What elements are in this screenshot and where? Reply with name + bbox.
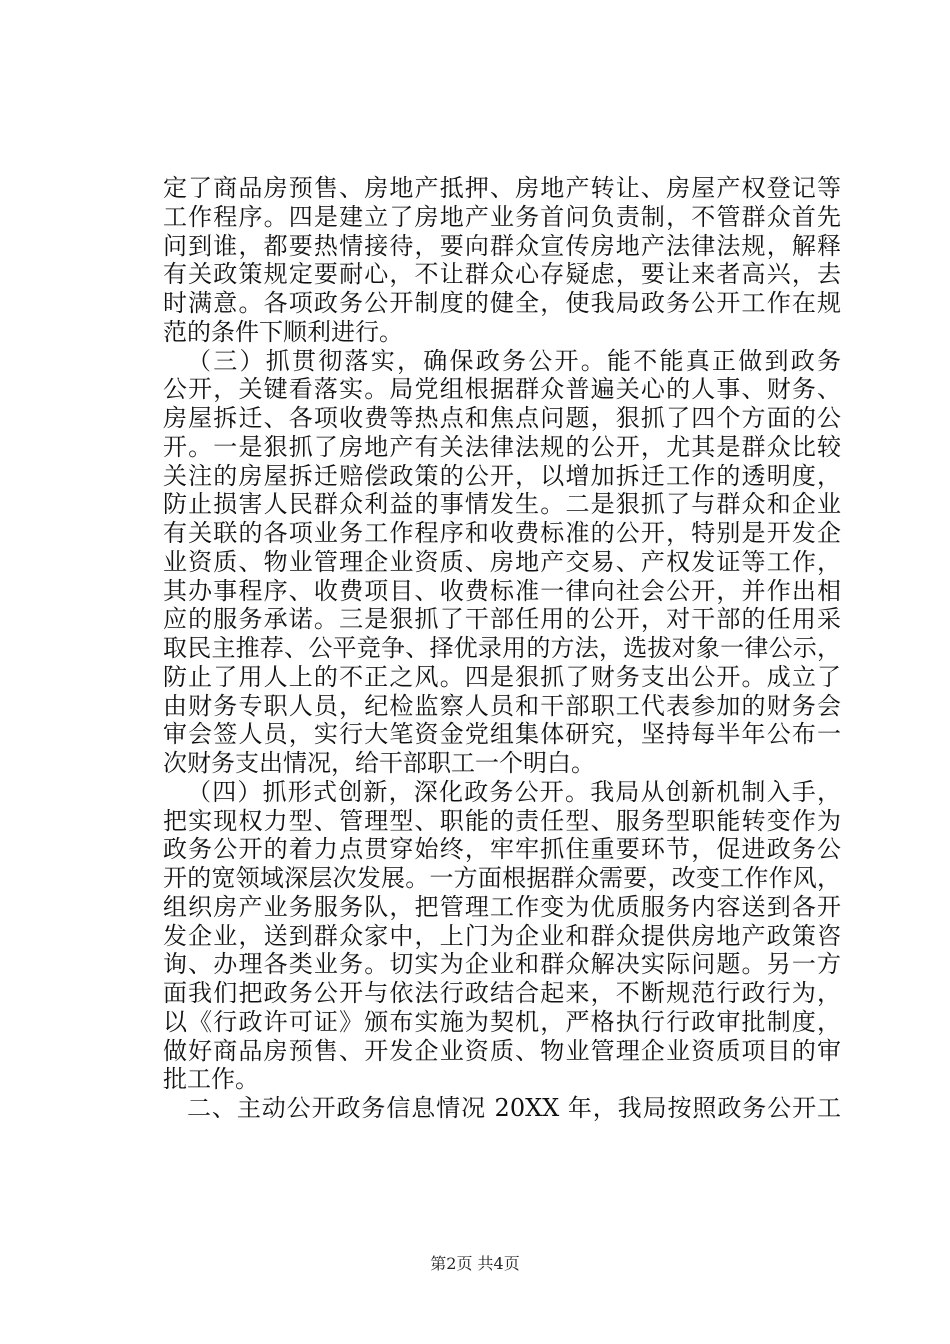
text-line: 问到谁，都要热情接待，要向群众宣传房地产法律法规，解释 (163, 231, 841, 260)
text-line: 取民主推荐、公平竞争、择优录用的方法，选拔对象一律公示， (163, 634, 841, 662)
text-line: 有关政策规定要耐心，不让群众心存疑虑，要让来者高兴，去 (163, 260, 841, 289)
text-line: 做好商品房预售、开发企业资质、物业管理企业资质项目的审 (163, 1036, 841, 1065)
text-line: 发企业，送到群众家中，上门为企业和群众提供房地产政策咨 (163, 921, 841, 950)
text-line: 开。一是狠抓了房地产有关法律法规的公开，尤其是群众比较 (163, 432, 841, 461)
text-line: 应的服务承诺。三是狠抓了干部任用的公开，对干部的任用采 (163, 605, 841, 634)
text-line: 其办事程序、收费项目、收费标准一律向社会公开，并作出相 (163, 576, 841, 605)
text-line: 以《行政许可证》颁布实施为契机，严格执行行政审批制度， (163, 1007, 841, 1036)
section-heading-line: 二、主动公开政务信息情况 20XX 年，我局按照政务公开工 (187, 1094, 841, 1122)
text-line: 面我们把政务公开与依法行政结合起来，不断规范行政行为， (163, 979, 841, 1007)
text-line: 公开，关键看落实。局党组根据群众普遍关心的人事、财务、 (163, 375, 841, 404)
text-line: 次财务支出情况，给干部职工一个明白。 (163, 749, 595, 777)
page-number-footer: 第2页 共4页 (430, 1254, 520, 1273)
text-line: 把实现权力型、管理型、职能的责任型、服务型职能转变作为 (163, 806, 841, 835)
text-line: 询、办理各类业务。切实为企业和群众解决实际问题。另一方 (163, 950, 841, 979)
paragraph-start-line: （四）抓形式创新，深化政务公开。我局从创新机制入手， (187, 777, 841, 806)
text-line: 工作程序。四是建立了房地产业务首问负责制，不管群众首先 (163, 202, 841, 231)
text-line: 由财务专职人员，纪检监察人员和干部职工代表参加的财务会 (163, 691, 841, 720)
text-line: 防止损害人民群众利益的事情发生。二是狠抓了与群众和企业 (163, 490, 841, 519)
text-line: 关注的房屋拆迁赔偿政策的公开，以增加拆迁工作的透明度， (163, 461, 841, 490)
text-line: 时满意。各项政务公开制度的健全，使我局政务公开工作在规 (163, 289, 841, 317)
text-line: 定了商品房预售、房地产抵押、房地产转让、房屋产权登记等 (163, 174, 841, 202)
text-line: 开的宽领域深层次发展。一方面根据群众需要，改变工作作风， (163, 864, 841, 892)
text-line: 批工作。 (163, 1065, 259, 1094)
text-line: 业资质、物业管理企业资质、房地产交易、产权发证等工作， (163, 547, 841, 576)
text-line: 防止了用人上的不正之风。四是狠抓了财务支出公开。成立了 (163, 662, 841, 691)
text-line: 审会签人员，实行大笔资金党组集体研究，坚持每半年公布一 (163, 720, 841, 749)
document-body (163, 174, 841, 1123)
text-line: 范的条件下顺利进行。 (163, 317, 403, 346)
text-line: 组织房产业务服务队，把管理工作变为优质服务内容送到各开 (163, 892, 841, 921)
text-line: 房屋拆迁、各项收费等热点和焦点问题，狠抓了四个方面的公 (163, 404, 841, 432)
paragraph-start-line: （三）抓贯彻落实，确保政务公开。能不能真正做到政务 (187, 346, 841, 375)
text-line: 有关联的各项业务工作程序和收费标准的公开，特别是开发企 (163, 519, 841, 547)
text-line: 政务公开的着力点贯穿始终，牢牢抓住重要环节，促进政务公 (163, 835, 841, 864)
